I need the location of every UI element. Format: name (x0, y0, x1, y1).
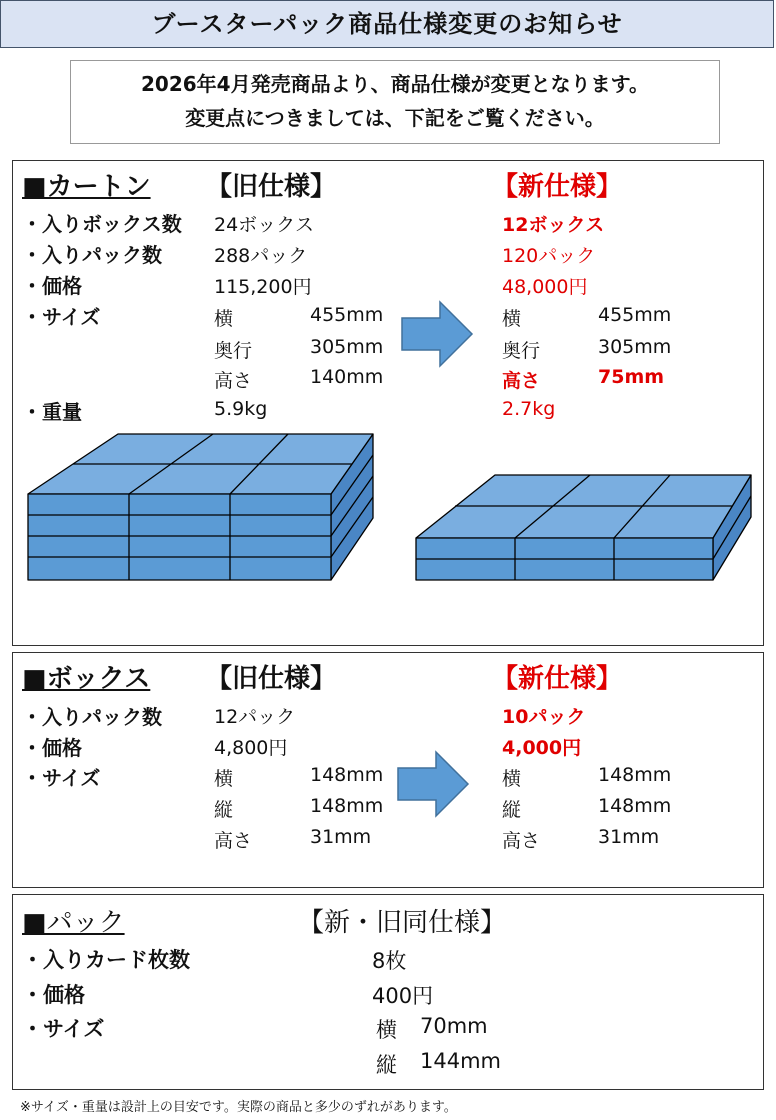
carton-old-price: 115,200円 (214, 276, 312, 298)
box-new-price: 4,000円 (502, 737, 582, 759)
box-old-length: 148mm (310, 795, 384, 817)
box-new-width: 148mm (598, 764, 672, 786)
pack-heading: ■パック (22, 908, 125, 938)
carton-new-depth-label: 奥行 (502, 340, 541, 362)
carton-old-depth: 305mm (310, 336, 384, 358)
box-new-length-label: 縦 (502, 799, 522, 821)
carton-new-width-label: 横 (502, 308, 522, 330)
pack-price-label: ・価格 (22, 983, 85, 1007)
box-new-height-label: 高さ (502, 830, 541, 852)
pack-size-label: ・サイズ (22, 1017, 105, 1041)
carton-new-boxes: 12ボックス (502, 214, 605, 236)
box-old-price: 4,800円 (214, 737, 288, 759)
carton-old-height-label: 高さ (214, 370, 253, 392)
carton-old-width-label: 横 (214, 308, 234, 330)
box-new-width-label: 横 (502, 768, 522, 790)
footnote: ※サイズ・重量は設計上の目安です。実際の商品と多少のずれがあります。 (20, 1100, 457, 1115)
carton-new-width: 455mm (598, 304, 672, 326)
pack-cards-label: ・入りカード枚数 (22, 948, 190, 972)
box-old-spec-label: 【旧仕様】 (206, 664, 337, 694)
carton-heading: ■カートン (22, 172, 151, 202)
pack-cards: 8枚 (372, 949, 407, 973)
carton-old-height: 140mm (310, 366, 384, 388)
carton-weight-label: ・重量 (22, 400, 82, 424)
box-arrow-icon (398, 752, 470, 816)
box-new-length: 148mm (598, 795, 672, 817)
notice-line-2: 変更点につきましては、下記をご覧ください。 (185, 106, 605, 130)
carton-new-height: 75mm (598, 366, 665, 388)
pack-width-label: 横 (376, 1018, 397, 1042)
box-price-label: ・価格 (22, 736, 82, 760)
pack-length: 144mm (420, 1049, 501, 1073)
pack-width: 70mm (420, 1014, 488, 1038)
pack-length-label: 縦 (376, 1053, 397, 1077)
carton-new-packs: 120パック (502, 245, 596, 267)
carton-old-weight: 5.9kg (214, 398, 268, 420)
carton-old-spec-label: 【旧仕様】 (206, 172, 337, 202)
notice-line-1: 2026年4月発売商品より、商品仕様が変更となります。 (141, 72, 649, 96)
box-new-height: 31mm (598, 826, 660, 848)
carton-old-packs: 288パック (214, 245, 308, 267)
box-new-packs: 10パック (502, 706, 586, 728)
carton-new-price: 48,000円 (502, 276, 588, 298)
carton-new-spec-label: 【新仕様】 (492, 172, 623, 202)
box-old-width: 148mm (310, 764, 384, 786)
carton-old-boxes: 24ボックス (214, 214, 314, 236)
pack-price: 400円 (372, 984, 434, 1008)
box-old-height-label: 高さ (214, 830, 253, 852)
carton-new-height-label: 高さ (502, 370, 541, 392)
carton-old-width: 455mm (310, 304, 384, 326)
pack-same-spec-label: 【新・旧同仕様】 (298, 908, 507, 938)
carton-new-depth: 305mm (598, 336, 672, 358)
carton-price-label: ・価格 (22, 274, 82, 298)
box-new-spec-label: 【新仕様】 (492, 664, 623, 694)
box-size-label: ・サイズ (22, 766, 101, 790)
carton-new-weight: 2.7kg (502, 398, 556, 420)
box-heading: ■ボックス (22, 664, 151, 694)
carton-old-depth-label: 奥行 (214, 340, 253, 362)
carton-packs-label: ・入りパック数 (22, 243, 162, 267)
box-packs-label: ・入りパック数 (22, 705, 162, 729)
box-old-packs: 12パック (214, 706, 296, 728)
box-old-length-label: 縦 (214, 799, 234, 821)
carton-boxes-label: ・入りボックス数 (22, 212, 182, 236)
box-old-width-label: 横 (214, 768, 234, 790)
box-old-height: 31mm (310, 826, 372, 848)
carton-size-label: ・サイズ (22, 305, 101, 329)
page-title: ブースターパック商品仕様変更のお知らせ (151, 10, 623, 38)
